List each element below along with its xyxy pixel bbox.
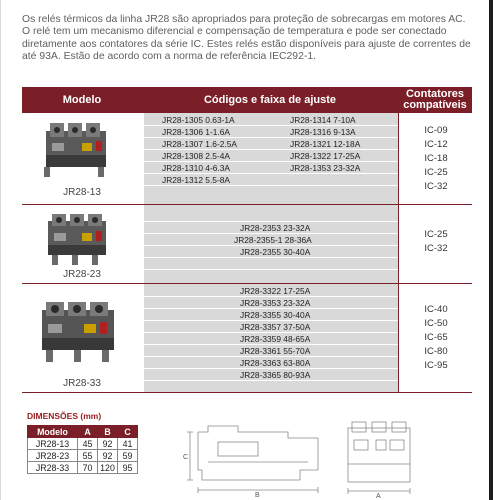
code-item: JR28-2353 23-32A xyxy=(240,223,311,233)
code-item: JR28-1310 4-6.3A xyxy=(162,163,230,173)
divider xyxy=(144,356,398,357)
codes-cell xyxy=(144,284,398,392)
dim-c: 41 xyxy=(118,438,138,450)
divider xyxy=(144,173,398,174)
code-item: JR28-1307 1.6-2.5A xyxy=(162,139,237,149)
divider xyxy=(144,296,398,297)
dimensions-header-row xyxy=(28,426,138,438)
model-label: JR28-33 xyxy=(63,378,101,389)
divider xyxy=(144,149,398,150)
code-item: JR28-3361 55-70A xyxy=(240,346,311,356)
contactor-item: IC-25 xyxy=(424,167,448,178)
code-item: JR28-3353 23-32A xyxy=(240,298,311,308)
header-codes: Códigos e faixa de ajuste xyxy=(203,94,337,106)
code-item: JR28-1306 1-1.6A xyxy=(162,127,230,137)
divider xyxy=(144,380,398,381)
drawing-label-b: B xyxy=(255,492,260,498)
divider xyxy=(144,185,398,186)
divider xyxy=(144,269,398,270)
dim-c: 59 xyxy=(118,450,138,462)
table-header xyxy=(22,87,472,113)
intro-paragraph: Os relés térmicos da linha JR28 são apropriados para proteção de sobrecargas em motores AC. O relé tem um mecanismo diferencial e compensação de temperatura e pode ser conectado diretamente aos contatores da série IC. Estes relés estão disponíveis para ajuste de correntes de até 93A. Estão de acordo com a norma de referência IEC292-1. xyxy=(22,14,471,63)
dimensions-table xyxy=(27,425,138,474)
code-item: JR28-3355 30-40A xyxy=(240,310,311,320)
divider xyxy=(144,320,398,321)
contactors-cell xyxy=(398,284,473,392)
contactor-item: IC-40 xyxy=(424,304,448,315)
code-item: JR28-3322 17-25A xyxy=(240,286,311,296)
dim-b: 120 xyxy=(98,462,118,474)
contactor-item: IC-95 xyxy=(424,360,448,371)
divider xyxy=(144,257,398,258)
contactors-cell xyxy=(398,113,473,204)
drawing-label-a: A xyxy=(376,493,381,498)
code-item: JR28-2355 30-40A xyxy=(240,247,311,257)
code-item: JR28-1314 7-10A xyxy=(290,115,356,125)
model-label: JR28-13 xyxy=(63,187,101,198)
contactor-item: IC-32 xyxy=(424,181,448,192)
header-model: Modelo xyxy=(62,94,102,106)
relay-table xyxy=(22,87,472,393)
contactor-item: IC-80 xyxy=(424,346,448,357)
code-item: JR28-3357 37-50A xyxy=(240,322,311,332)
dim-c: 95 xyxy=(118,462,138,474)
code-item: JR28-1322 17-25A xyxy=(290,151,361,161)
divider xyxy=(144,221,398,222)
relay-jr28-33-image xyxy=(38,298,122,364)
divider xyxy=(144,125,398,126)
code-item: JR28-2355-1 28-36A xyxy=(234,235,312,245)
codes-cell xyxy=(144,113,398,204)
divider xyxy=(144,233,398,234)
table-row-jr28-23 xyxy=(22,205,472,284)
model-cell xyxy=(22,205,142,283)
code-item: JR28-1353 23-32A xyxy=(290,163,361,173)
page-edge-left xyxy=(0,0,1,500)
relay-jr28-13-image xyxy=(42,117,114,179)
dim-model: JR28-33 xyxy=(28,462,78,474)
dim-header-b: B xyxy=(98,426,118,438)
dim-model: JR28-13 xyxy=(28,438,78,450)
model-label: JR28-23 xyxy=(63,269,101,280)
contactor-item: IC-65 xyxy=(424,332,448,343)
dim-b: 92 xyxy=(98,450,118,462)
dim-header-a: A xyxy=(78,426,98,438)
dimensions-title: DIMENSÕES (mm) xyxy=(27,411,102,421)
contactors-cell xyxy=(398,205,473,283)
contactor-item: IC-32 xyxy=(424,243,448,254)
contactor-item: IC-25 xyxy=(424,229,448,240)
table-row-jr28-13 xyxy=(22,113,472,205)
divider xyxy=(144,332,398,333)
divider xyxy=(144,137,398,138)
code-item: JR28-1316 9-13A xyxy=(290,127,356,137)
divider xyxy=(144,161,398,162)
header-contactors: Contatores compatíveis xyxy=(403,88,467,111)
table-row xyxy=(28,438,138,450)
table-row xyxy=(28,450,138,462)
divider xyxy=(144,344,398,345)
code-item: JR28-1321 12-18A xyxy=(290,139,361,149)
table-row xyxy=(28,462,138,474)
contactor-item: IC-18 xyxy=(424,153,448,164)
dim-model: JR28-23 xyxy=(28,450,78,462)
dim-a: 70 xyxy=(78,462,98,474)
drawing-label-c: C xyxy=(183,454,189,461)
dim-a: 55 xyxy=(78,450,98,462)
dim-b: 92 xyxy=(98,438,118,450)
dimension-drawing xyxy=(178,418,474,498)
divider xyxy=(144,368,398,369)
code-item: JR28-3359 48-65A xyxy=(240,334,311,344)
model-cell xyxy=(22,113,142,204)
divider xyxy=(144,308,398,309)
divider xyxy=(144,245,398,246)
contactor-item: IC-09 xyxy=(424,125,448,136)
code-item: JR28-1305 0.63-1A xyxy=(162,115,235,125)
dim-a: 45 xyxy=(78,438,98,450)
model-cell xyxy=(22,284,142,392)
page-edge-right xyxy=(489,0,493,500)
table-row-jr28-33 xyxy=(22,284,472,393)
contactor-item: IC-12 xyxy=(424,139,448,150)
contactor-item: IC-50 xyxy=(424,318,448,329)
dim-header-model: Modelo xyxy=(28,426,78,438)
code-item: JR28-3365 80-93A xyxy=(240,370,311,380)
code-item: JR28-3363 63-80A xyxy=(240,358,311,368)
code-item: JR28-1308 2.5-4A xyxy=(162,151,230,161)
relay-jr28-23-image xyxy=(42,211,114,267)
dim-header-c: C xyxy=(118,426,138,438)
code-item: JR28-1312 5.5-8A xyxy=(162,175,230,185)
codes-cell xyxy=(144,205,398,283)
